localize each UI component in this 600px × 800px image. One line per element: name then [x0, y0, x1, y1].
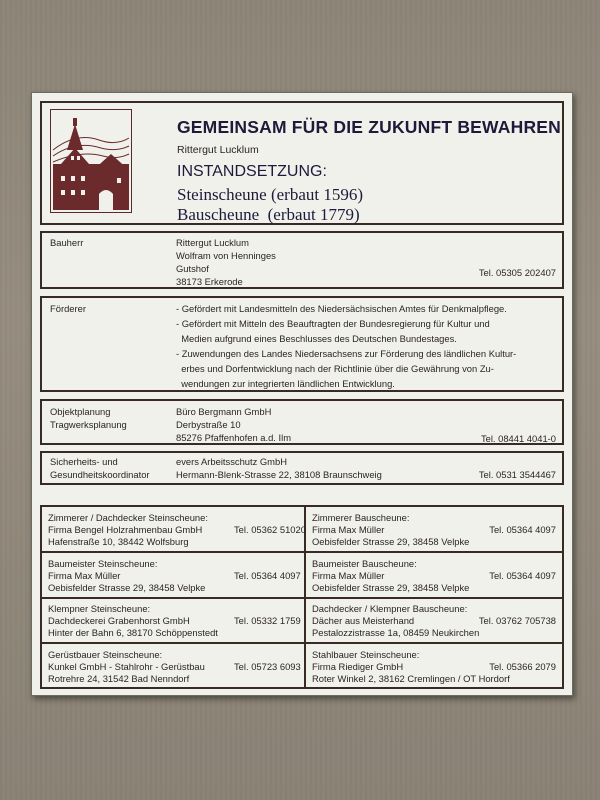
sicherheit-line: evers Arbeitsschutz GmbH — [176, 456, 287, 467]
firm-role: Gerüstbauer Steinscheune: — [48, 649, 163, 660]
bauherr-line: Wolfram von Henninges — [176, 250, 276, 261]
foerderer-line: - Gefördert mit Mitteln des Beauftragten der Bundesregierung für Kultur und — [176, 318, 490, 329]
foerderer-line: Medien aufgrund eines Beschlusses des Deutschen Bundestages. — [176, 333, 457, 344]
planung-line: Derbystraße 10 — [176, 419, 241, 430]
planung-tel: Tel. 08441 4041-0 — [480, 433, 556, 444]
bauherr-panel — [40, 231, 564, 289]
firm-tel: Tel. 05362 51020 — [234, 524, 306, 535]
firm-tel: Tel. 05364 4097 — [234, 570, 301, 581]
firm-address: Oebisfelder Strasse 29, 38458 Velpke — [48, 582, 206, 593]
firm-role: Baumeister Bauscheune: — [312, 558, 417, 569]
firm-tel: Tel. 05364 4097 — [489, 524, 556, 535]
firm-name: Dächer aus Meisterhand — [312, 615, 415, 626]
foerderer-panel — [40, 296, 564, 392]
foerderer-line: - Gefördert mit Landesmitteln des Niedersächsischen Amtes für Denkmalpflege. — [176, 303, 507, 314]
sicherheit-tel: Tel. 0531 3544467 — [478, 469, 556, 480]
planung-line: Büro Bergmann GmbH — [176, 406, 272, 417]
foerderer-line: - Zuwendungen des Landes Niedersachsens zur Förderung des ländlichen Kultur- — [176, 348, 517, 359]
sicherheit-label-2: Gesundheitskoordinator — [50, 469, 150, 480]
castle-logo-icon — [50, 109, 132, 213]
bauherr-tel: Tel. 05305 202407 — [478, 267, 556, 278]
firm-address: Rotrehre 24, 31542 Bad Nenndorf — [48, 673, 190, 684]
firm-tel: Tel. 05366 2079 — [489, 661, 556, 672]
bauherr-line: 38173 Erkerode — [176, 276, 243, 287]
firm-role: Stahlbauer Steinscheune: — [312, 649, 420, 660]
grid-divider — [42, 642, 562, 644]
header-panel — [40, 101, 564, 225]
bauherr-label: Bauherr — [50, 237, 84, 248]
building-line-2: Bauscheune (erbaut 1779) — [177, 205, 360, 224]
firm-name: Firma Max Müller — [48, 570, 121, 581]
building-line-1: Steinscheune (erbaut 1596) — [177, 185, 363, 204]
firm-tel: Tel. 05332 1759 — [234, 615, 301, 626]
firm-name: Firma Bengel Holzrahmenbau GmbH — [48, 524, 203, 535]
firm-address: Hinter der Bahn 6, 38170 Schöppenstedt — [48, 627, 218, 638]
sicherheit-line: Hermann-Blenk-Strasse 22, 38108 Braunschweig — [176, 469, 382, 480]
firm-address: Oebisfelder Strasse 29, 38458 Velpke — [312, 582, 470, 593]
sign-title: GEMEINSAM FÜR DIE ZUKUNFT BEWAHREN — [177, 117, 562, 137]
firm-address: Pestalozzistrasse 1a, 08459 Neukirchen — [312, 627, 480, 638]
firm-name: Firma Max Müller — [312, 524, 385, 535]
firm-name: Firma Riediger GmbH — [312, 661, 404, 672]
firm-address: Hafenstraße 10, 38442 Wolfsburg — [48, 536, 189, 547]
firm-role: Zimmerer Bauscheune: — [312, 512, 410, 523]
firm-tel: Tel. 05364 4097 — [489, 570, 556, 581]
bauherr-line: Rittergut Lucklum — [176, 237, 249, 248]
grid-divider — [42, 551, 562, 553]
foerderer-label: Förderer — [50, 303, 86, 314]
sign-heading: INSTANDSETZUNG: — [177, 163, 327, 180]
firms-grid — [40, 505, 564, 689]
firm-address: Oebisfelder Strasse 29, 38458 Velpke — [312, 536, 470, 547]
sign-subtitle: Rittergut Lucklum — [177, 144, 259, 156]
firm-tel: Tel. 03762 705738 — [478, 615, 556, 626]
construction-sign — [31, 92, 573, 696]
foerderer-line: wendungen zur integrierten ländlichen Entwicklung. — [176, 378, 395, 389]
planung-label-1: Objektplanung — [50, 406, 111, 417]
planung-panel — [40, 399, 564, 445]
foerderer-line: erbes und Dorfentwicklung nach der Richtlinie über die Gewährung von Zu- — [176, 363, 494, 374]
firm-role: Klempner Steinscheune: — [48, 603, 151, 614]
planung-label-2: Tragwerksplanung — [50, 419, 127, 430]
firm-tel: Tel. 05723 6093 — [234, 661, 301, 672]
firm-role: Dachdecker / Klempner Bauscheune: — [312, 603, 468, 614]
firm-role: Baumeister Steinscheune: — [48, 558, 158, 569]
firm-name: Firma Max Müller — [312, 570, 385, 581]
firm-name: Kunkel GmbH - Stahlrohr - Gerüstbau — [48, 661, 205, 672]
bauherr-line: Gutshof — [176, 263, 209, 274]
sicherheit-label-1: Sicherheits- und — [50, 456, 118, 467]
firm-address: Roter Winkel 2, 38162 Cremlingen / OT Hordorf — [312, 673, 510, 684]
grid-divider — [42, 597, 562, 599]
firm-role: Zimmerer / Dachdecker Steinscheune: — [48, 512, 208, 523]
sicherheit-panel — [40, 451, 564, 485]
planung-line: 85276 Pfaffenhofen a.d. Ilm — [176, 432, 292, 443]
firm-name: Dachdeckerei Grabenhorst GmbH — [48, 615, 190, 626]
